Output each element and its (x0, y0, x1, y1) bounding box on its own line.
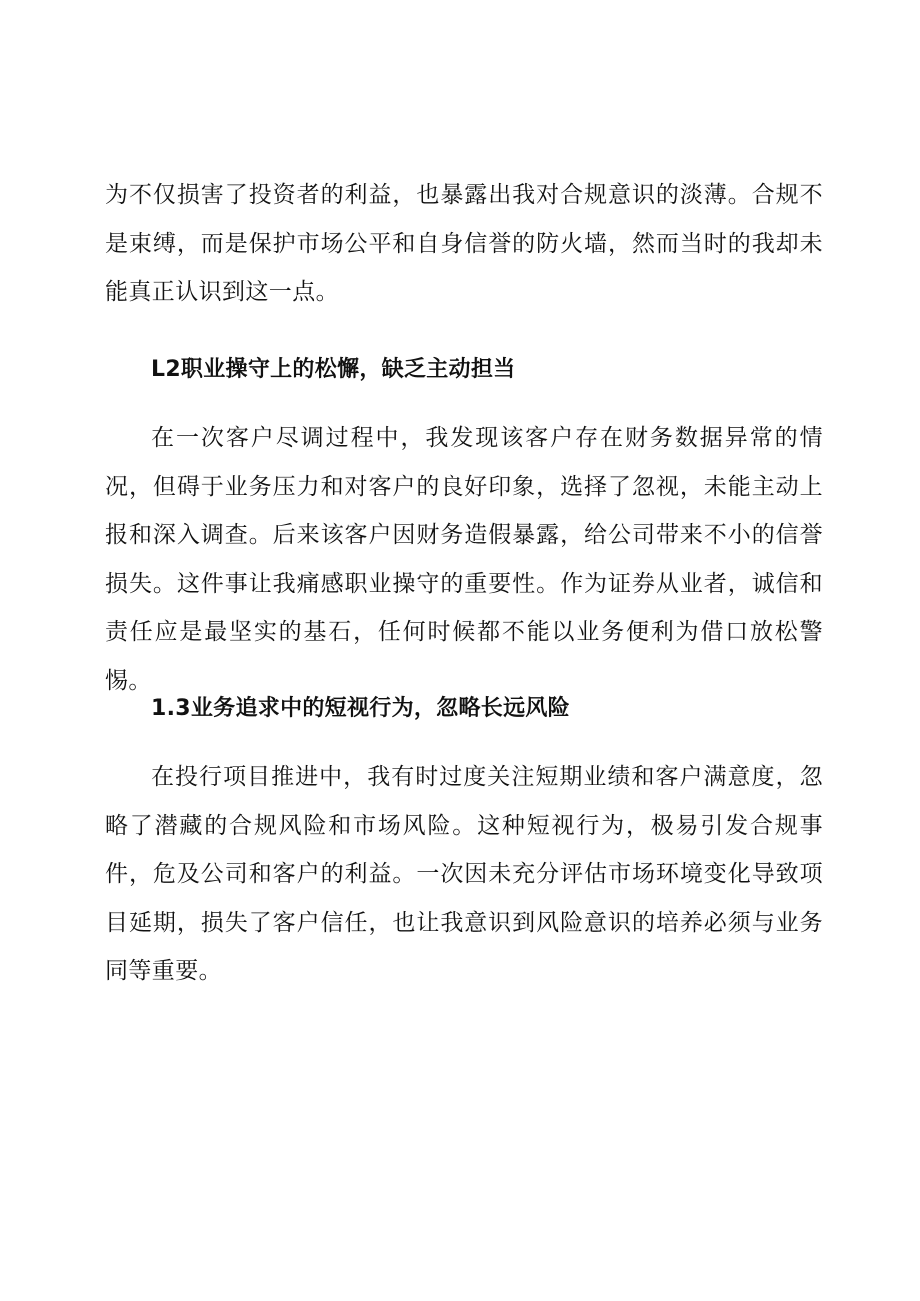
section-heading-1-2: L2职业操守上的松懈，缺乏主动担当 (151, 357, 516, 382)
section-heading-1-3: 1.3业务追求中的短视行为，忽略长远风险 (151, 696, 570, 721)
intro-paragraph: 为不仅损害了投资者的利益，也暴露出我对合规意识的淡薄。合规不是束缚，而是保护市场公平和自身信誉的防火墙，然而当时的我却未能真正认识到这一点。 (105, 182, 823, 305)
section-paragraph-1-3: 在投行项目推进中，我有时过度关注短期业绩和客户满意度，忽略了潜藏的合规风险和市场风险。这种短视行为，极易引发合规事件，危及公司和客户的利益。一次因未充分评估市场环境变化导致项目延期，损失了客户信任，也让我意识到风险意识的培养必须与业务同等重要。 (105, 764, 823, 984)
section-paragraph-1-2: 在一次客户尽调过程中，我发现该客户存在财务数据异常的情况，但碍于业务压力和对客户的良好印象，选择了忽视，未能主动上报和深入调查。后来该客户因财务造假暴露，给公司带来不小的信誉损失。这件事让我痛感职业操守的重要性。作为证券从业者，诚信和责任应是最坚实的基石，任何时候都不能以业务便利为借口放松警惕。 (105, 425, 823, 694)
